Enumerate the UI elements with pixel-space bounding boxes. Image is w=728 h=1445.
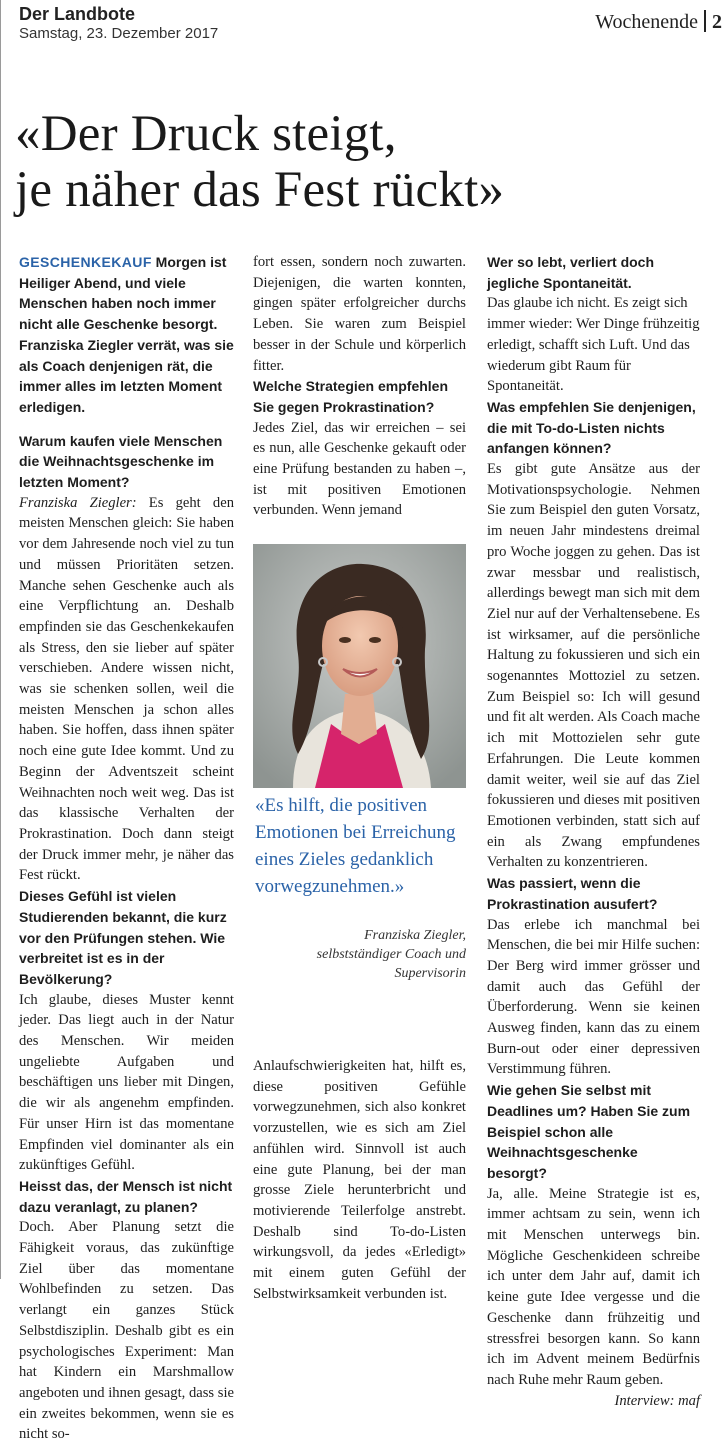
answer-8: Ja, alle. Meine Strategie ist es, immer achtsam zu sein, wenn ich mit Menschen unterwegs bin. Mögliche Geschenkideen schreibe ich unter dem Jahr auf, damit ich keine gute Idee vergesse und die Geschenke dann frühzeitig und stressfrei besorgen kann. So kann ich im Advent meinem Bedürfnis nach Ruhe mehr Raum geben. [487,1185,700,1388]
answer-3-continued: fort essen, sondern noch zuwarten. Diejenigen, die warten konnten, gingen später erfolgreicher durchs Leben. Sie waren zum Beispiel besser in der Schule und körperlich fitter. [253,254,466,374]
question-8: Wie gehen Sie selbst mit Deadlines um? Haben Sie zum Beispiel schon alle Weihnachtsgeschenke besorgt? [487,1082,691,1181]
question-5: Wer so lebt, verliert doch jegliche Spontaneität. [487,254,655,291]
article-column-1 [19,252,234,1445]
kicker: GESCHENKEKAUF [19,254,152,270]
pull-quote-attribution [253,926,466,983]
question-7: Was passiert, wenn die Prokrastination ausufert? [487,875,658,912]
section-header [595,10,722,34]
headline [15,106,715,218]
section-divider [704,10,706,32]
answer-3: Doch. Aber Planung setzt die Fähigkeit voraus, das zukünftige Ziel über das momentane Wohlbefinden zu setzen. Das verlangt ein ganzes Stück Selbstdisziplin. Deshalb gibt es ein psychologisches Experiment: Man hat Kindern ein Marshmallow angeboten und ihnen gesagt, dass sie ein zweites bekommen, wenn sie es nicht so- [19,1219,234,1443]
answer-2: Ich glaube, dieses Muster kennt jeder. Das liegt auch in der Natur des Menschen. Wir meiden ungeliebte Aufgaben und beschäftigen uns lieber mit Dingen, die wir als angenehm empfinden. Für unser Hirn ist das momentane Empfinden viel dominanter als ein zukünftiges Gefühl. [19,991,234,1174]
question-2: Dieses Gefühl ist vielen Studierenden bekannt, die kurz vor den Prüfungen stehen. Wie verbreitet ist es in der Bevölkerung? [19,888,227,987]
portrait-image [253,544,466,788]
section-name: Wochenende [595,11,698,33]
question-3: Heisst das, der Mensch ist nicht dazu veranlagt, zu planen? [19,1177,233,1215]
question-6: Was empfehlen Sie denjenigen, die mit To-do-Listen nichts anfangen können? [487,398,696,457]
attribution-name: Franziska Ziegler, [364,928,466,943]
headline-line-1: «Der Druck steigt, [15,106,397,162]
headline-line-2: je näher das Fest rückt» [15,162,505,218]
interviewee-name: Franziska Ziegler: [19,494,137,511]
answer-4-continued: Anlaufschwierigkeiten hat, hilft es, diese positiven Gefühle vorwegzunehmen, sich also konkret vorzustellen, wie es sich am Ziel anfühlen wird. Sinnvoll ist auch eine gute Planung, bei der man grosse Ziele herunterbricht und motivierende Teilerfolge anstrebt. Deshalb sind To-do-Listen wirkungsvoll, da jedes «Erledigt» mit einem guten Gefühl der Selbstwirksamkeit verbunden ist. [253,1058,466,1302]
interview-credit: Interview: maf [614,1392,700,1409]
answer-5: Das glaube ich nicht. Es zeigt sich immer wieder: Wer Dinge frühzeitig erledigt, schafft sich Luft. Und das wiederum gibt Raum für Spontaneität. [487,295,700,395]
answer-1 [19,493,234,886]
article-column-2-bottom [253,1056,466,1304]
attribution-role: selbstständiger Coach und Supervisorin [316,947,466,981]
article-column-3 [487,252,700,1411]
pull-quote: «Es hilft, die positiven Emotionen bei Erreichung eines Zieles gedanklich vorwegzunehmen.» [255,795,456,897]
lead-text: Morgen ist Heiliger Abend, und viele Menschen haben noch immer nicht alle Geschenke besorgt. Franziska Ziegler verrät, was sie als Coach denjenigen rät, die immer alles im letzten Moment erledigen. [19,254,234,415]
issue-date: Samstag, 23. Dezember 2017 [19,25,219,42]
masthead [19,4,218,44]
answer-6: Es gibt gute Ansätze aus der Motivationspsychologie. Nehmen Sie zum Beispiel den guten Vorsatz, im neuen Jahr mindestens dreimal pro Woche joggen zu gehen. Das ist zwar messbar und realistisch, allerdings bewegt man sich mit dem Ziel nur auf der Verhaltensebene. Es ist wirksamer, auf die persönliche Haltung zu fokussieren und sich ein sogenanntes Mottoziel zu setzen. Zum Beispiel so: Ich will gesund und fit alt werden. Als Coach mache ich mit Mottozielen sehr gute Erfahrungen. Die Leute kommen damit weiter, weil sie auf das Ziel fokussieren und dieses mit positiven Emotionen verbinden, statt sich auf ein als Zwang empfundenes Verhalten zu konzentrieren. [487,461,700,871]
question-4: Welche Strategien empfehlen Sie gegen Prokrastination? [253,378,449,415]
answer-7: Das erlebe ich manchmal bei Menschen, die bei mir Hilfe suchen: Der Berg wird immer grösser und damit auch das Gefühl der Überforderung. Wenn sie keinen Ausweg finden, kann das zu einem Burn-out oder einer depressiven Verstimmung führen. [487,916,700,1078]
answer-4: Jedes Ziel, das wir erreichen – sei es nun, alle Geschenke gekauft oder eine Prüfung bestanden zu haben –, ist mit positiven Emotionen verbunden. Wenn jemand [253,419,466,519]
paper-name: Der Landbote [19,4,136,24]
page-number: 2 [712,11,722,33]
lead-paragraph [19,252,234,418]
answer-1-text: Es geht den meisten Menschen gleich: Sie haben vor dem Jahresende noch viel zu tun und müssen Prioritäten setzen. Manche sehen Geschenke auch als eine Verpflichtung an. Deshalb empfinden sie das Geschenkekaufen als Stress, den sie lieber auf später verschieben. Andere wissen nicht, was sie schenken sollen, weil die meisten Menschen ja schon alles haben. Sie hoffen, dass ihnen später noch eine gute Idee kommt. Und zu Beginn der Adventszeit scheint Weihnachten noch weit weg. Das ist das klassische Verhalten der Prokrastination. Doch dann steigt der Druck immer mehr, je näher das Fest rückt. [19,494,234,884]
portrait-photo [253,544,466,788]
article-column-2 [253,252,466,521]
question-1: Warum kaufen viele Menschen die Weihnachtsgeschenke im letzten Moment? [19,432,223,491]
